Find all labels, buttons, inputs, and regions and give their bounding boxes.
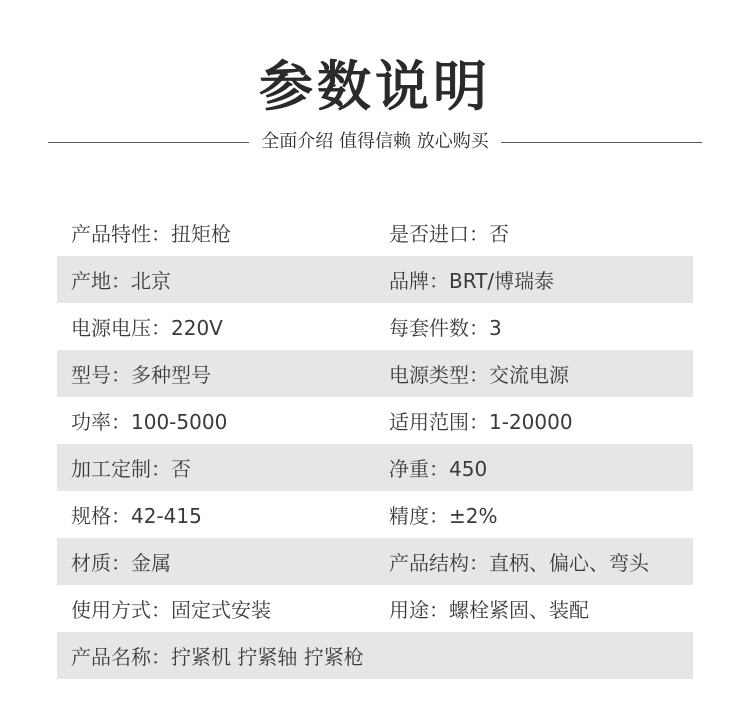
spec-cell: 产品结构：直柄、偏心、弯头 [389,551,649,575]
spec-cell-product-name: 产品名称：拧紧机 拧紧轴 拧紧枪 [71,645,364,669]
spec-cell: 使用方式：固定式安装 [71,598,271,622]
spec-cell: 电源电压：220V [71,316,223,340]
spec-row [57,209,693,256]
spec-cell: 规格：42-415 [71,504,202,528]
spec-cell: 产地：北京 [71,269,171,293]
spec-cell: 精度：±2% [389,504,498,528]
spec-row [57,350,693,397]
subtitle-row [48,128,702,156]
spec-cell: 材质：金属 [71,551,171,575]
spec-cell: 适用范围：1-20000 [389,410,573,434]
spec-row [57,303,693,350]
spec-cell: 产品特性：扭矩枪 [71,222,231,246]
spec-cell: 加工定制：否 [71,457,191,481]
subtitle: 全面介绍 值得信赖 放心购买 [261,131,489,152]
spec-cell: 是否进口：否 [389,222,509,246]
spec-cell: 净重：450 [389,457,488,481]
spec-cell: 功率：100-5000 [71,410,228,434]
spec-cell: 每套件数：3 [389,316,502,340]
page-title: 参数说明 [259,55,491,118]
spec-row [57,538,693,585]
spec-row [57,632,693,679]
spec-cell: 用途：螺栓紧固、装配 [389,598,589,622]
spec-row [57,585,693,632]
spec-table [57,209,693,679]
right-divider [501,142,702,143]
spec-row [57,397,693,444]
spec-row [57,491,693,538]
left-divider [48,142,249,143]
spec-row [57,444,693,491]
spec-cell: 品牌：BRT/博瑞泰 [389,269,555,293]
spec-row [57,256,693,303]
spec-cell: 电源类型：交流电源 [389,363,569,387]
spec-cell: 型号：多种型号 [71,363,211,387]
